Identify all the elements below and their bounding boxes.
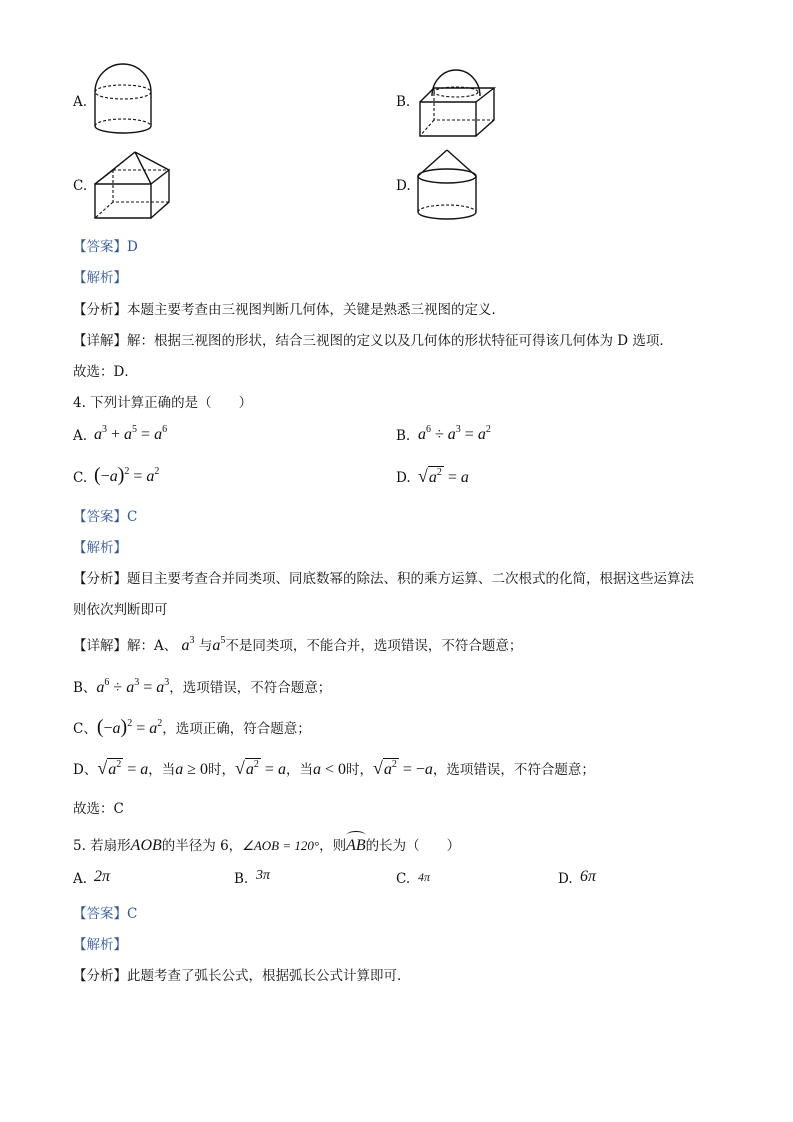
q4-stem: 4. 下列计算正确的是（ ） bbox=[73, 395, 253, 411]
q4-xiangjie-line-a: 【详解】解：A、 $a^3$ 与$a^5$不是同类项，不能合并，选项错误，不符合题意； bbox=[73, 635, 523, 654]
math-d-expr1: $√a^2 = a$ bbox=[97, 758, 149, 778]
option-d-label: D. bbox=[396, 178, 411, 194]
math-aob: AOB bbox=[130, 837, 162, 854]
math-a3: $a^3$ bbox=[181, 635, 195, 654]
q5-option-b-value: 3π bbox=[256, 868, 271, 883]
q5-option-a-label: A. bbox=[73, 871, 88, 887]
q4-fenxi-line2: 则依次判断即可 bbox=[73, 602, 168, 618]
math-d-cond2: a < 0 bbox=[312, 761, 346, 778]
q4-option-b-label: B. bbox=[396, 428, 411, 444]
q5-option-c-label: C. bbox=[396, 871, 411, 887]
q4-option-b-math: $a^6 \div a^3 = a^2$ bbox=[418, 424, 491, 443]
q4-xiangjie-line-b: B、$a^6 \div a^3 = a^3$，选项错误，不符合题意； bbox=[73, 677, 332, 696]
q5-fenxi: 【分析】此题考查了弧长公式，根据弧长公式计算即可． bbox=[73, 968, 411, 984]
math-d-cond1: a ≥ 0 bbox=[175, 761, 209, 778]
pyramid-on-cube-figure bbox=[93, 150, 173, 220]
q3-fenxi: 【分析】本题主要考查由三视图判断几何体，关键是熟悉三视图的定义． bbox=[73, 302, 505, 318]
q5-option-b-label: B. bbox=[234, 871, 249, 887]
q3-xiangjie: 【详解】解：根据三视图的形状，结合三视图的定义以及几何体的形状特征可得该几何体为 D 选项． bbox=[73, 333, 673, 349]
q5-option-c-value: 4π bbox=[418, 870, 431, 884]
q4-option-a-label: A. bbox=[73, 428, 88, 444]
q4-answer: 【答案】C bbox=[73, 509, 138, 525]
option-a-label: A. bbox=[73, 94, 88, 110]
math-d-expr2: $√a^2 = a$ bbox=[235, 758, 286, 778]
q5-answer: 【答案】C bbox=[73, 906, 138, 922]
q5-option-a-value: 2π bbox=[94, 868, 111, 885]
hemisphere-on-cylinder-figure bbox=[93, 64, 153, 136]
math-a5: $a^5$ bbox=[212, 635, 226, 654]
q4-fenxi-line1: 【分析】题目主要考查合并同类项、同底数幂的除法、积的乘方运算、二次根式的化简，根据这些运算法 bbox=[73, 571, 694, 587]
q3-guxuan: 故选：D． bbox=[73, 364, 138, 380]
math-d-expr3: $√a^2 = -a$ bbox=[372, 758, 433, 778]
q4-xiangjie-line-d: D、$√a^2 = a$，当a ≥ 0时，$√a^2 = a$，当a < 0时，$√a^2 = -a$，选项错误，不符合题意； bbox=[73, 758, 595, 778]
q4-option-c-math: $(-a)^2 = a^2$ bbox=[94, 464, 160, 486]
q4-option-a-math: $a^3 + a^5 = a^6$ bbox=[94, 424, 168, 443]
q4-option-c-label: C. bbox=[73, 470, 88, 486]
cone-on-cylinder-figure bbox=[416, 148, 478, 222]
option-c-label: C. bbox=[73, 178, 88, 194]
option-b-label: B. bbox=[396, 94, 411, 110]
q4-xiangjie-line-c: C、$(-a)^2 = a^2$，选项正确，符合题意； bbox=[73, 716, 311, 738]
math-b-expr: $a^6 \div a^3 = a^3$ bbox=[96, 677, 170, 696]
q3-analysis-header: 【解析】 bbox=[73, 270, 127, 286]
q5-stem: 5. 若扇形AOB的半径为 6，∠AOB = 120°，则AB的长为（ ） bbox=[73, 833, 460, 855]
q5-option-d-label: D. bbox=[558, 871, 573, 887]
q4-option-d-label: D. bbox=[396, 470, 411, 486]
math-angle: ∠AOB = 120° bbox=[242, 838, 320, 853]
hemisphere-on-cube-figure bbox=[416, 64, 500, 138]
q5-analysis-header: 【解析】 bbox=[73, 937, 127, 953]
q4-guxuan: 故选：C bbox=[73, 801, 124, 817]
q4-analysis-header: 【解析】 bbox=[73, 540, 127, 556]
q3-answer: 【答案】D bbox=[73, 239, 138, 255]
q4-option-d-math: $√a^2 = a$ bbox=[418, 466, 469, 486]
q5-option-d-value: 6π bbox=[580, 868, 597, 885]
math-arc-ab: AB bbox=[346, 833, 366, 855]
math-c-expr: $(-a)^2 = a^2$ bbox=[96, 716, 163, 738]
